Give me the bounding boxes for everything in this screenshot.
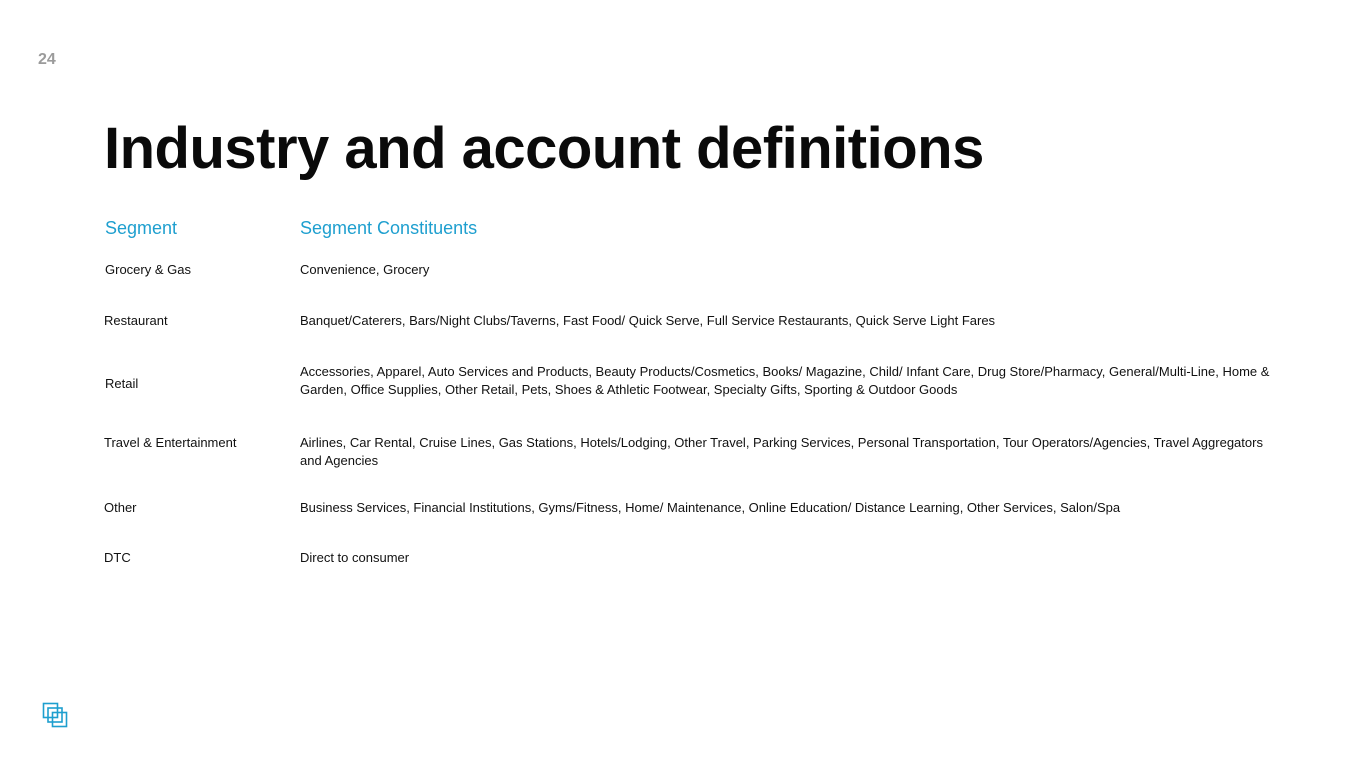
page-title: Industry and account definitions <box>104 116 984 181</box>
constituents-cell-grocery-gas: Convenience, Grocery <box>300 262 430 277</box>
segment-column-header: Segment <box>105 218 178 238</box>
constituents-cell-dtc: Direct to consumer <box>300 550 410 565</box>
page-number: 24 <box>38 51 56 68</box>
constituents-cell-retail: Accessories, Apparel, Auto Services and Products, Beauty Products/Cosmetics, Books/ Magazine, Child/ Infant Care, Drug Store/Pharmacy, General/Multi-Line, Home & Garden, Office Supplies, Other Retail, Pets, Shoes & Athletic Footwear, Specialty Gifts, Sporting & Outdoor Goods <box>300 364 1270 397</box>
constituents-cell-other: Business Services, Financial Institutions, Gyms/Fitness, Home/ Maintenance, Online Education/ Distance Learning, Other Services, Salon/Spa <box>300 500 1121 515</box>
segment-cell-retail: Retail <box>105 376 139 391</box>
segment-cell-restaurant: Restaurant <box>104 313 168 328</box>
constituents-cell-travel-entertainment: Airlines, Car Rental, Cruise Lines, Gas Stations, Hotels/Lodging, Other Travel, Parking Services, Personal Transportation, Tour Operators/Agencies, Travel Aggregators and Agencies <box>300 435 1263 468</box>
constituents-column-header: Segment Constituents <box>300 218 478 238</box>
segment-cell-other: Other <box>104 500 137 515</box>
segment-cell-travel-entertainment: Travel & Entertainment <box>104 435 237 450</box>
segment-cell-grocery-gas: Grocery & Gas <box>105 262 191 277</box>
segment-cell-dtc: DTC <box>104 550 131 565</box>
constituents-cell-restaurant: Banquet/Caterers, Bars/Night Clubs/Taverns, Fast Food/ Quick Serve, Full Service Restaurants, Quick Serve Light Fares <box>300 313 996 328</box>
overlapping-squares-logo-icon <box>42 702 68 728</box>
